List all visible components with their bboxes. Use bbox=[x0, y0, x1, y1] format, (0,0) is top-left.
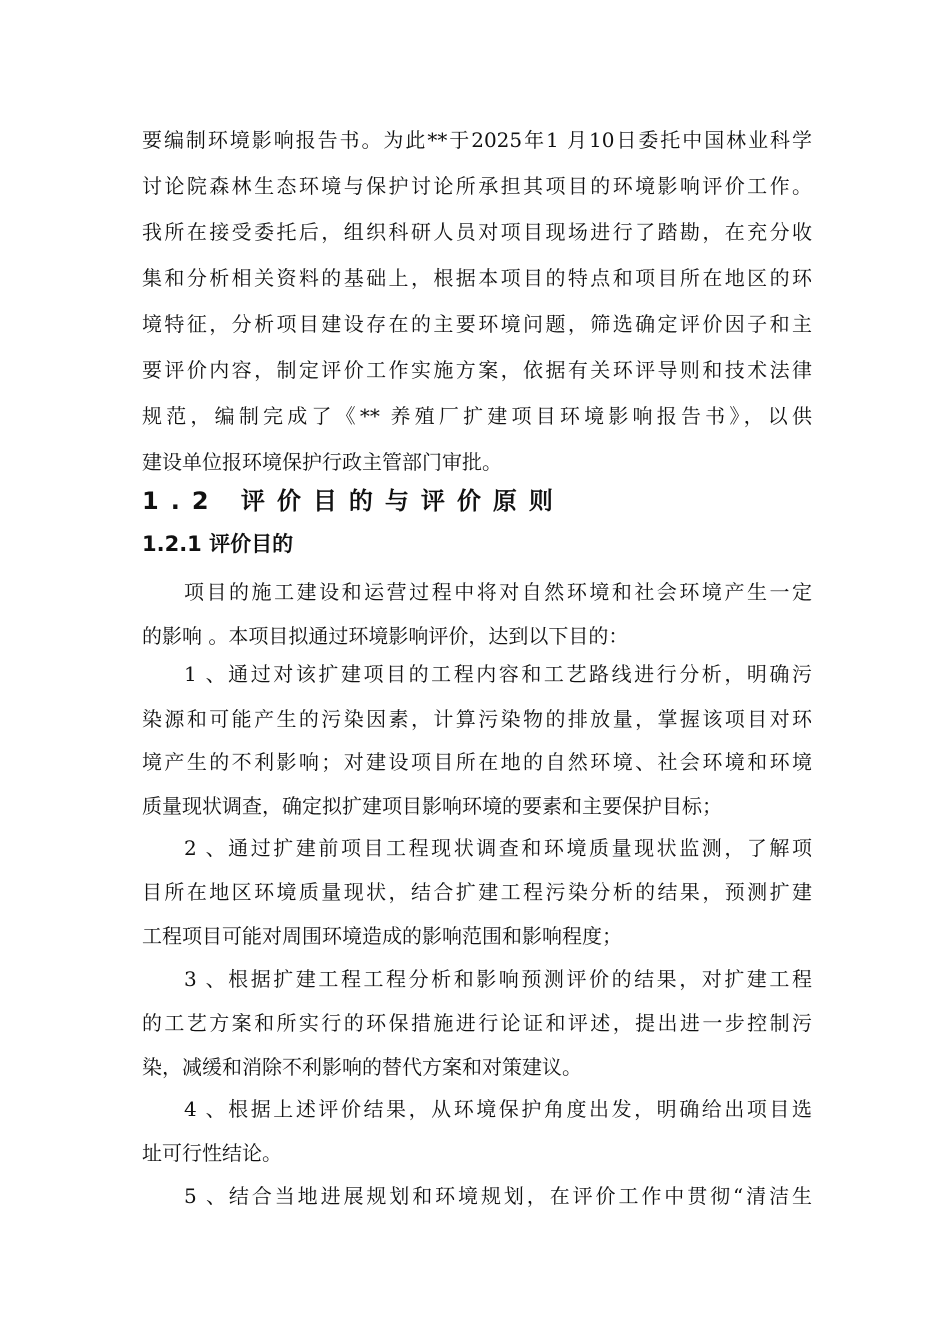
body-line-9: 工程项目可能对周围环境造成的影响范围和影响程度； bbox=[142, 924, 622, 948]
body-line-4: 染源和可能产生的污染因素，计算污染物的排放量，掌握该项目对环 bbox=[142, 707, 812, 731]
body-line-6: 质量现状调查，确定拟扩建项目影响环境的要素和主要保护目标； bbox=[142, 794, 722, 818]
body-line-5: 境产生的不利影响；对建设项目所在地的自然环境、社会环境和环境 bbox=[142, 750, 812, 774]
body-line-1: 项目的施工建设和运营过程中将对自然环境和社会环境产生一定 bbox=[184, 580, 812, 604]
intro-line-2: 讨论院森林生态环境与保护讨论所承担其项目的环境影响评价工作。 bbox=[142, 174, 812, 198]
intro-line-3: 我所在接受委托后，组织科研人员对项目现场进行了踏勘，在充分收 bbox=[142, 220, 812, 244]
section-heading: 1.2 评价目的与评价原则 bbox=[142, 487, 565, 515]
body-line-12: 染，减缓和消除不利影响的替代方案和对策建议。 bbox=[142, 1055, 582, 1079]
intro-line-7: 规范，编制完成了《** 养殖厂扩建项目环境影响报告书》，以供 bbox=[142, 404, 812, 428]
body-line-14: 址可行性结论。 bbox=[142, 1141, 282, 1165]
body-line-8: 目所在地区环境质量现状，结合扩建工程污染分析的结果，预测扩建 bbox=[142, 880, 812, 904]
intro-line-6: 要评价内容，制定评价工作实施方案，依据有关环评导则和技术法律 bbox=[142, 358, 812, 382]
body-line-2: 的影响 。本项目拟通过环境影响评价，达到以下目的： bbox=[142, 624, 629, 648]
body-line-10: 3 、根据扩建工程工程分析和影响预测评价的结果，对扩建工程 bbox=[184, 967, 812, 991]
intro-line-5: 境特征，分析项目建设存在的主要环境问题，筛选确定评价因子和主 bbox=[142, 312, 812, 336]
body-line-15: 5 、结合当地进展规划和环境规划，在评价工作中贯彻“清洁生 bbox=[184, 1184, 812, 1208]
intro-line-8: 建设单位报环境保护行政主管部门审批。 bbox=[142, 450, 502, 474]
subsection-heading: 1.2.1 评价目的 bbox=[142, 532, 294, 556]
intro-line-4: 集和分析相关资料的基础上，根据本项目的特点和项目所在地区的环 bbox=[142, 266, 812, 290]
body-line-7: 2 、通过扩建前项目工程现状调查和环境质量现状监测，了解项 bbox=[184, 836, 812, 860]
body-line-11: 的工艺方案和所实行的环保措施进行论证和评述，提出进一步控制污 bbox=[142, 1011, 812, 1035]
body-line-3: 1 、通过对该扩建项目的工程内容和工艺路线进行分析，明确污 bbox=[184, 662, 812, 686]
intro-line-1: 要编制环境影响报告书。为此**于2025年1 月10日委托中国林业科学 bbox=[142, 128, 812, 152]
body-line-13: 4 、根据上述评价结果，从环境保护角度出发，明确给出项目选 bbox=[184, 1097, 812, 1121]
